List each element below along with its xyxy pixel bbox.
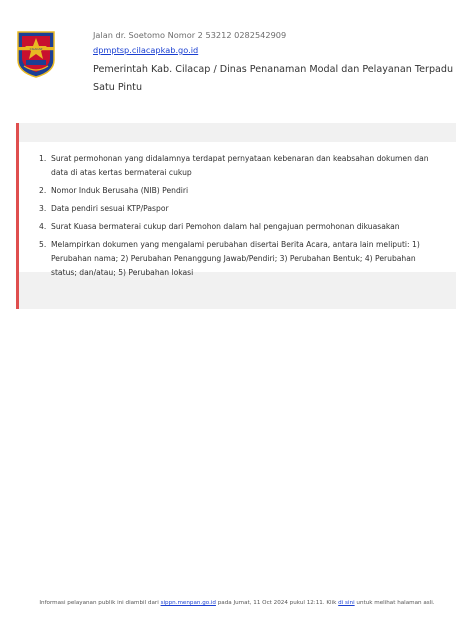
list-item-text: Surat permohonan yang didalamnya terdapat pernyataan kebenaran dan keabsahan dokumen dan data di atas kertas bermaterai cukup xyxy=(51,154,429,177)
source-link[interactable]: sippn.menpan.go.id xyxy=(160,600,216,606)
footer-note: Informasi pelayanan publik ini diambil dari sippn.menpan.go.id pada Jumat, 11 Oct 2024 pukul 12:11. Klik di sini untuk melihat halaman asli. xyxy=(39,600,435,606)
list-item: 3. Data pendiri sesuai KTP/Paspor xyxy=(39,204,169,213)
requirements-body xyxy=(19,142,456,277)
office-address: Jalan dr. Soetomo Nomor 2 53212 0282542909 xyxy=(93,30,287,40)
requirements-panel xyxy=(16,123,456,309)
list-item: 4. Surat Kuasa bermaterai cukup dari Pemohon dalam hal pengajuan permohonan dikuasakan xyxy=(39,222,400,231)
requirements-list xyxy=(39,152,443,284)
list-item: 2. Nomor Induk Berusaha (NIB) Pendiri xyxy=(39,186,189,195)
svg-text:CILACAP: CILACAP xyxy=(29,46,43,51)
cilacap-logo xyxy=(16,30,56,78)
list-item-text: Data pendiri sesuai KTP/Paspor xyxy=(51,204,169,213)
list-item-text: Melampirkan dokumen yang mengalami perubahan disertai Berita Acara, antara lain meliputi: 1) Perubahan nama; 2) Perubahan Penanggung Jawab/Pendiri; 3) Perubahan Bentuk; 4) Perubahan status; dan/atau; 5) Perubahan lokasi xyxy=(51,240,420,277)
original-page-link[interactable]: di sini xyxy=(338,600,355,606)
list-item-text: Nomor Induk Berusaha (NIB) Pendiri xyxy=(51,186,189,195)
list-item-text: Surat Kuasa bermaterai cukup dari Pemohon dalam hal pengajuan permohonan dikuasakan xyxy=(51,222,400,231)
list-item: 1. Surat permohonan yang didalamnya terdapat pernyataan kebenaran dan keabsahan dokumen dan data di atas kertas bermaterai cukup xyxy=(39,154,429,177)
document-header xyxy=(16,24,456,104)
website-link[interactable]: dpmptsp.cilacapkab.go.id xyxy=(93,45,199,55)
organization-name: Pemerintah Kab. Cilacap / Dinas Penanaman Modal dan Pelayanan Terpadu Satu Pintu xyxy=(93,64,454,93)
panel-header-band xyxy=(19,123,456,142)
list-item: 5. Melampirkan dokumen yang mengalami perubahan disertai Berita Acara, antara lain meliputi: 1) Perubahan nama; 2) Perubahan Penanggung Jawab/Pendiri; 3) Perubahan Bentuk; 4) Perubahan status; dan/atau; 5) Perubahan lokasi xyxy=(39,240,420,277)
